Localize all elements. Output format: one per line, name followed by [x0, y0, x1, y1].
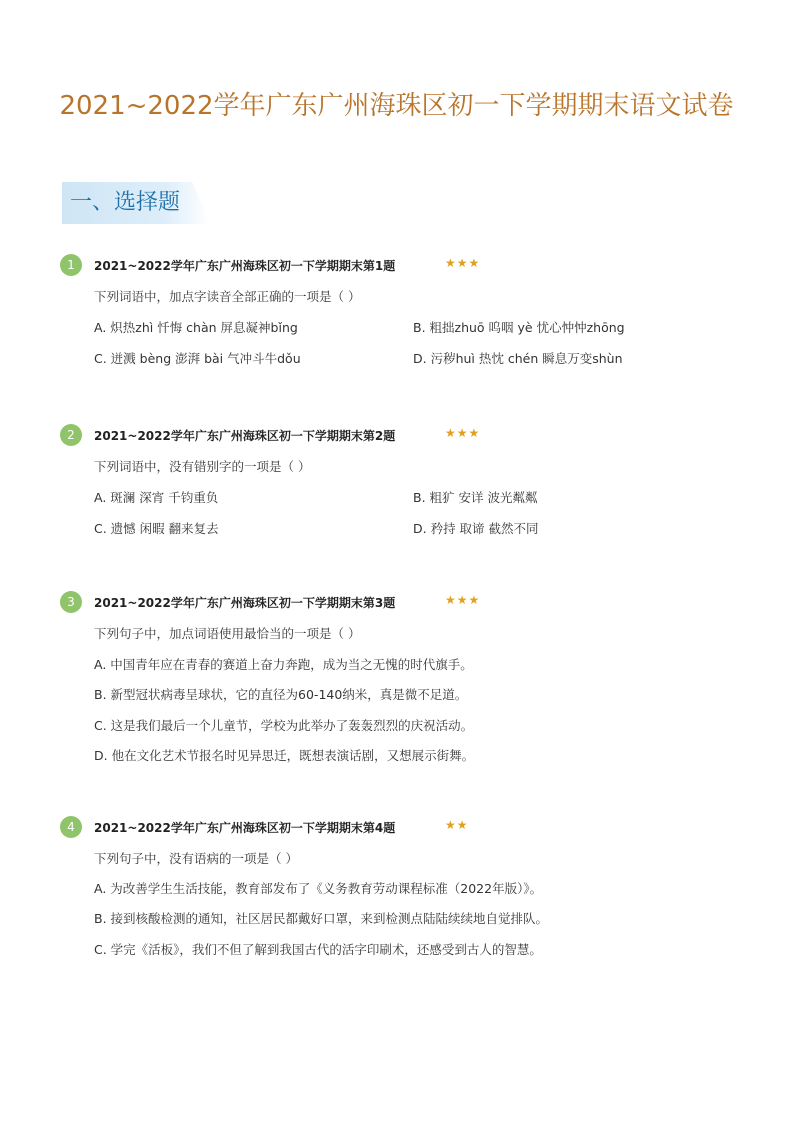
option-c: C. 这是我们最后一个儿童节，学校为此举办了轰轰烈烈的庆祝活动。: [94, 718, 474, 733]
option-a: A. 为改善学生生活技能，教育部发布了《义务教育劳动课程标准（2022年版）》。: [94, 881, 543, 896]
difficulty-stars-icon: ★★★: [445, 256, 481, 270]
option-c: C. 迸溅 bèng 澎湃 bài 气冲斗牛dǒu: [94, 351, 301, 366]
difficulty-stars-icon: ★★: [445, 818, 469, 832]
question-source: 2021~2022学年广东广州海珠区初一下学期期末第1题: [94, 259, 396, 273]
section-title: 一、选择题: [70, 190, 181, 215]
question-stem: 下列句子中，加点词语使用最恰当的一项是（ ）: [94, 626, 361, 641]
question-number-badge: 2: [60, 424, 82, 446]
option-a: A. 中国青年应在青春的赛道上奋力奔跑，成为当之无愧的时代旗手。: [94, 657, 473, 672]
question-stem: 下列句子中，没有语病的一项是（ ）: [94, 851, 298, 866]
question-1: [60, 254, 740, 366]
question-stem: 下列词语中，加点字读音全部正确的一项是（ ）: [94, 289, 361, 304]
difficulty-stars-icon: ★★★: [445, 593, 481, 607]
question-4: [60, 816, 740, 957]
question-source: 2021~2022学年广东广州海珠区初一下学期期末第4题: [94, 821, 396, 835]
option-a: A. 斑澜 深宵 千钧重负: [94, 490, 219, 505]
question-source: 2021~2022学年广东广州海珠区初一下学期期末第2题: [94, 429, 396, 443]
option-c: C. 学完《活板》，我们不但了解到我国古代的活字印刷术，还感受到古人的智慧。: [94, 942, 542, 957]
question-number-badge: 4: [60, 816, 82, 838]
option-b: B. 粗拙zhuō 呜咽 yè 忧心忡忡zhōng: [413, 320, 625, 335]
option-b: B. 新型冠状病毒呈球状，它的直径为60-140纳米，真是微不足道。: [94, 687, 468, 702]
question-3: [60, 591, 740, 763]
option-c: C. 遗憾 闲暇 翻来复去: [94, 521, 219, 536]
document-title: 2021~2022学年广东广州海珠区初一下学期期末语文试卷: [59, 91, 734, 121]
question-2: [60, 424, 740, 536]
difficulty-stars-icon: ★★★: [445, 426, 481, 440]
option-d: D. 他在文化艺术节报名时见异思迁，既想表演话剧，又想展示街舞。: [94, 748, 475, 763]
question-number-badge: 1: [60, 254, 82, 276]
option-b: B. 粗犷 安详 波光粼粼: [413, 490, 538, 505]
option-a: A. 炽热zhì 忏悔 chàn 屏息凝神bǐng: [94, 320, 298, 335]
question-stem: 下列词语中，没有错别字的一项是（ ）: [94, 459, 311, 474]
option-d: D. 矜持 取谛 截然不同: [413, 521, 539, 536]
option-b: B. 接到核酸检测的通知，社区居民都戴好口罩，来到检测点陆陆续续地自觉排队。: [94, 911, 549, 926]
question-source: 2021~2022学年广东广州海珠区初一下学期期末第3题: [94, 596, 396, 610]
question-number-badge: 3: [60, 591, 82, 613]
option-d: D. 污秽huì 热忱 chén 瞬息万变shùn: [413, 351, 623, 366]
